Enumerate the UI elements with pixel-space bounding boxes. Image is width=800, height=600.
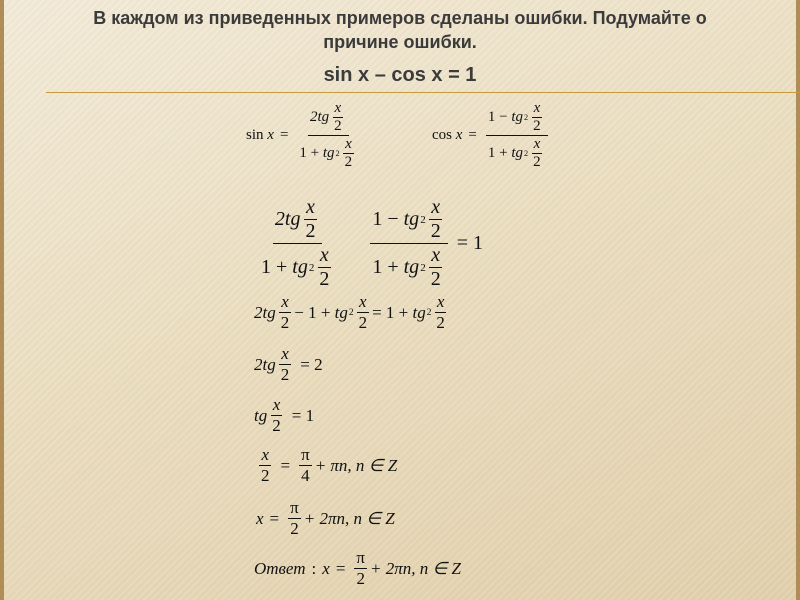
answer-line: Ответ : x = $\frac{\pi}{2}$ + 2πn, n ∈ Z xyxy=(254,548,462,588)
title-line-1: В каждом из приведенных примеров сделаны ошибки. Подумайте о xyxy=(93,8,707,28)
slide-title xyxy=(60,6,740,54)
title-line-2: причине ошибки. xyxy=(323,32,477,52)
right-border xyxy=(796,0,800,600)
expanded-line: 2tg $\frac{x}{2}$ − 1 + tg 2 $\frac{x}{2}$ = 1 + tg 2 $\frac{x}{2}$ xyxy=(254,292,445,332)
x-solution-line: x = $\frac{\pi}{2}$ + 2πn, n ∈ Z xyxy=(256,498,395,538)
simplified-line: 2tg $\frac{x}{2}$ = 2 xyxy=(254,344,323,384)
title-divider xyxy=(46,92,800,93)
left-border xyxy=(0,0,4,600)
half-angle-solution-line: $\frac{x}{2}$ = $\frac{\pi}{4}$ + πn, n ∈ Z xyxy=(261,445,398,485)
sub-fraction-sin: 2tg $\frac{x}{2}$ 1 + tg 2 $\frac{x}{2}$ xyxy=(261,196,330,290)
cos-fraction: 1 − tg 2 $\frac{x}{2}$ 1 + tg 2 $\frac{x}{2}$ xyxy=(486,100,548,171)
sin-fraction: 2tg $\frac{x}{2}$ 1 + tg 2 $\frac{x}{2}$ xyxy=(299,100,353,170)
tg-equals-one-line: tg $\frac{x}{2}$ = 1 xyxy=(254,395,315,435)
sub-fraction-cos: 1 − tg 2 $\frac{x}{2}$ 1 + tg 2 $\frac{x}{2}$ xyxy=(370,196,447,291)
sin-formula: sin x = 2tg $\frac{x}{2}$ 1 + tg 2 $\frac{x}{2}$ xyxy=(246,100,362,171)
substitution-line: 2tg $\frac{x}{2}$ 1 + tg 2 $\frac{x}{2}$ 1 − tg 2 $\frac{x}{2}$ 1 + tg 2 $\frac{x}{2}$ = 1 xyxy=(261,196,483,290)
equation-heading: sin x – cos x = 1 xyxy=(323,64,477,86)
cos-formula: cos x = 1 − tg 2 $\frac{x}{2}$ 1 + tg 2 $\frac{x}{2}$ xyxy=(432,100,551,171)
